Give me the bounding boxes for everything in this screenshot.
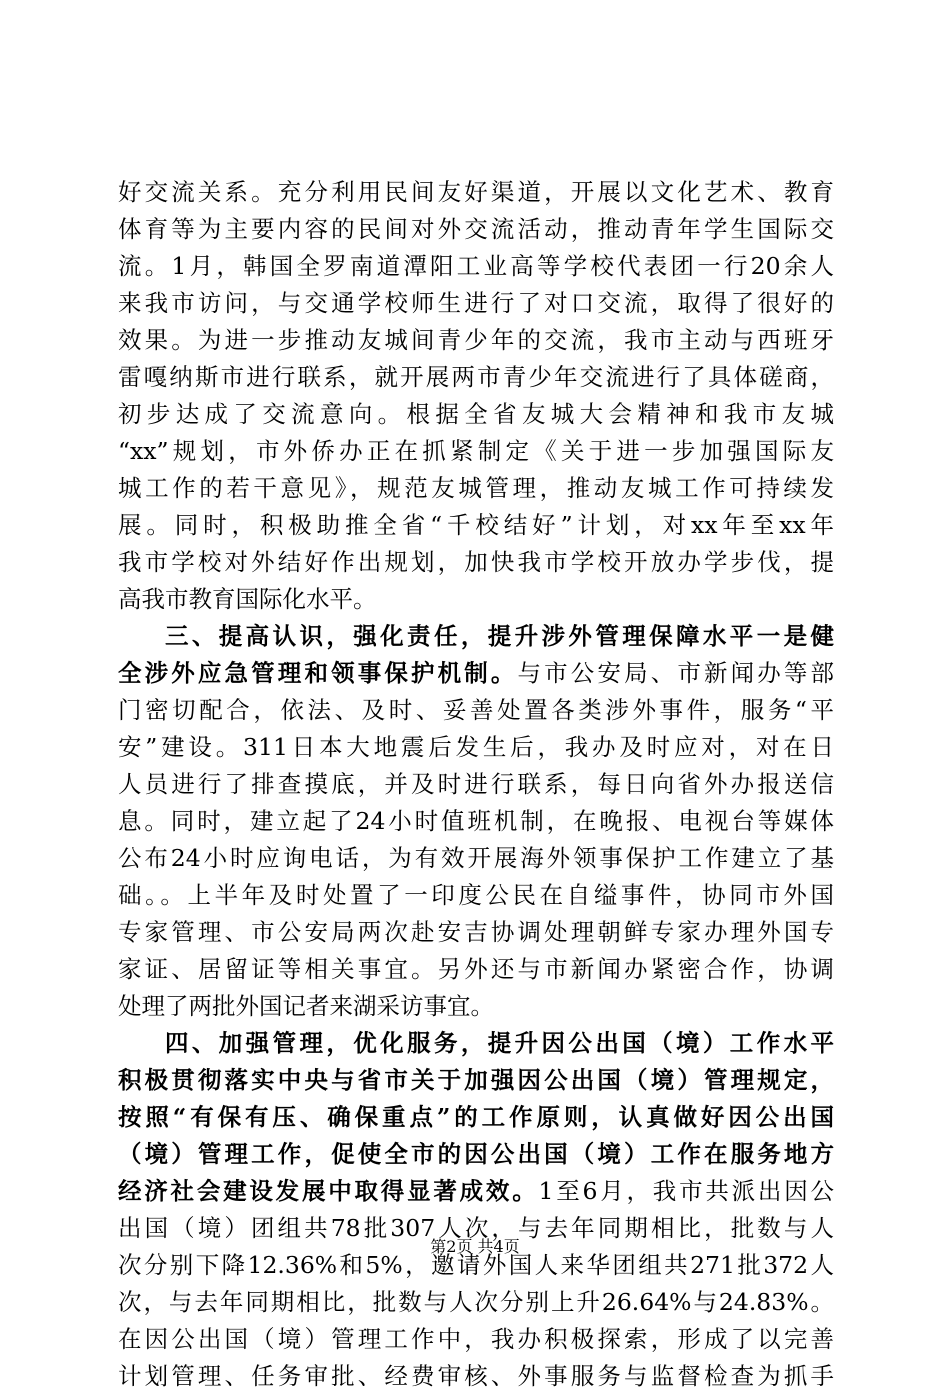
text-line: 人员进行了排查摸底，并及时进行联系，每日向省外办报送信 (118, 770, 834, 798)
text-line: 好交流关系。充分利用民间友好渠道，开展以文化艺术、教育 (118, 178, 834, 206)
page-number-label: 第2页 共4页 (430, 1237, 520, 1256)
text-line: 息。同时，建立起了24小时值班机制，在晚报、电视台等媒体 (118, 807, 834, 835)
page-footer (0, 1237, 950, 1257)
paragraph (118, 618, 834, 1025)
text-line: 经济社会建设发展中取得显著成效。1至6月，我市共派出因公 (118, 1177, 834, 1205)
text-line: 础。。上半年及时处置了一印度公民在自缢事件，协同市外国 (118, 881, 834, 909)
paragraph (118, 1025, 834, 1395)
text-line: 安”建设。311日本大地震后发生后，我办及时应对，对在日 (118, 733, 834, 761)
text-line: 公布24小时应询电话，为有效开展海外领事保护工作建立了基 (118, 844, 834, 872)
text-line: 在因公出国（境）管理工作中，我办积极探索，形成了以完善 (118, 1325, 834, 1353)
text-line: 全涉外应急管理和领事保护机制。与市公安局、市新闻办等部 (118, 659, 835, 687)
text-line: 处理了两批外国记者来湖采访事宜。 (118, 992, 494, 1020)
text-line: 初步达成了交流意向。根据全省友城大会精神和我市友城 (118, 400, 834, 428)
text-line: 流。1月，韩国全罗南道潭阳工业高等学校代表团一行20余人 (118, 252, 834, 280)
text-line: 按照“有保有压、确保重点”的工作原则，认真做好因公出国 (118, 1103, 834, 1131)
text-line: 积极贯彻落实中央与省市关于加强因公出国（境）管理规定， (118, 1066, 834, 1094)
text-line: 次分别下降12.36%和5%，邀请外国人来华团组共271批372人 (118, 1251, 834, 1279)
text-line: 出国（境）团组共78批307人次，与去年同期相比，批数与人 (118, 1214, 834, 1242)
text-line: 次，与去年同期相比，批数与人次分别上升26.64%与24.83%。 (118, 1288, 834, 1316)
paragraph (118, 174, 834, 618)
text-line: “xx”规划，市外侨办正在抓紧制定《关于进一步加强国际友 (118, 437, 834, 465)
section-heading-line: 四、加强管理，优化服务，提升因公出国（境）工作水平 (165, 1029, 834, 1057)
text-line: 我市学校对外结好作出规划，加快我市学校开放办学步伐，提 (118, 548, 834, 576)
text-line: 体育等为主要内容的民间对外交流活动，推动青年学生国际交 (118, 215, 834, 243)
document-body (118, 174, 834, 1395)
text-line: 专家管理、市公安局两次赴安吉协调处理朝鲜专家办理外国专 (118, 918, 834, 946)
text-line: 高我市教育国际化水平。 (118, 585, 377, 613)
text-line: 门密切配合，依法、及时、妥善处置各类涉外事件，服务“平 (118, 696, 834, 724)
text-line: 家证、居留证等相关事宜。另外还与市新闻办紧密合作，协调 (118, 955, 834, 983)
section-heading-line: 三、提高认识，强化责任，提升涉外管理保障水平一是健 (165, 622, 834, 650)
text-line: 计划管理、任务审批、经费审核、外事服务与监督检查为抓手 (118, 1362, 834, 1390)
text-line: 来我市访问，与交通学校师生进行了对口交流，取得了很好的 (118, 289, 834, 317)
text-line: 效果。为进一步推动友城间青少年的交流，我市主动与西班牙 (118, 326, 834, 354)
text-line: 城工作的若干意见》，规范友城管理，推动友城工作可持续发 (118, 474, 834, 502)
text-line: 雷嘎纳斯市进行联系，就开展两市青少年交流进行了具体磋商， (118, 363, 834, 391)
text-line: 展。同时，积极助推全省“千校结好”计划，对xx年至xx年 (118, 511, 834, 539)
text-line: （境）管理工作，促使全市的因公出国（境）工作在服务地方 (118, 1140, 834, 1168)
